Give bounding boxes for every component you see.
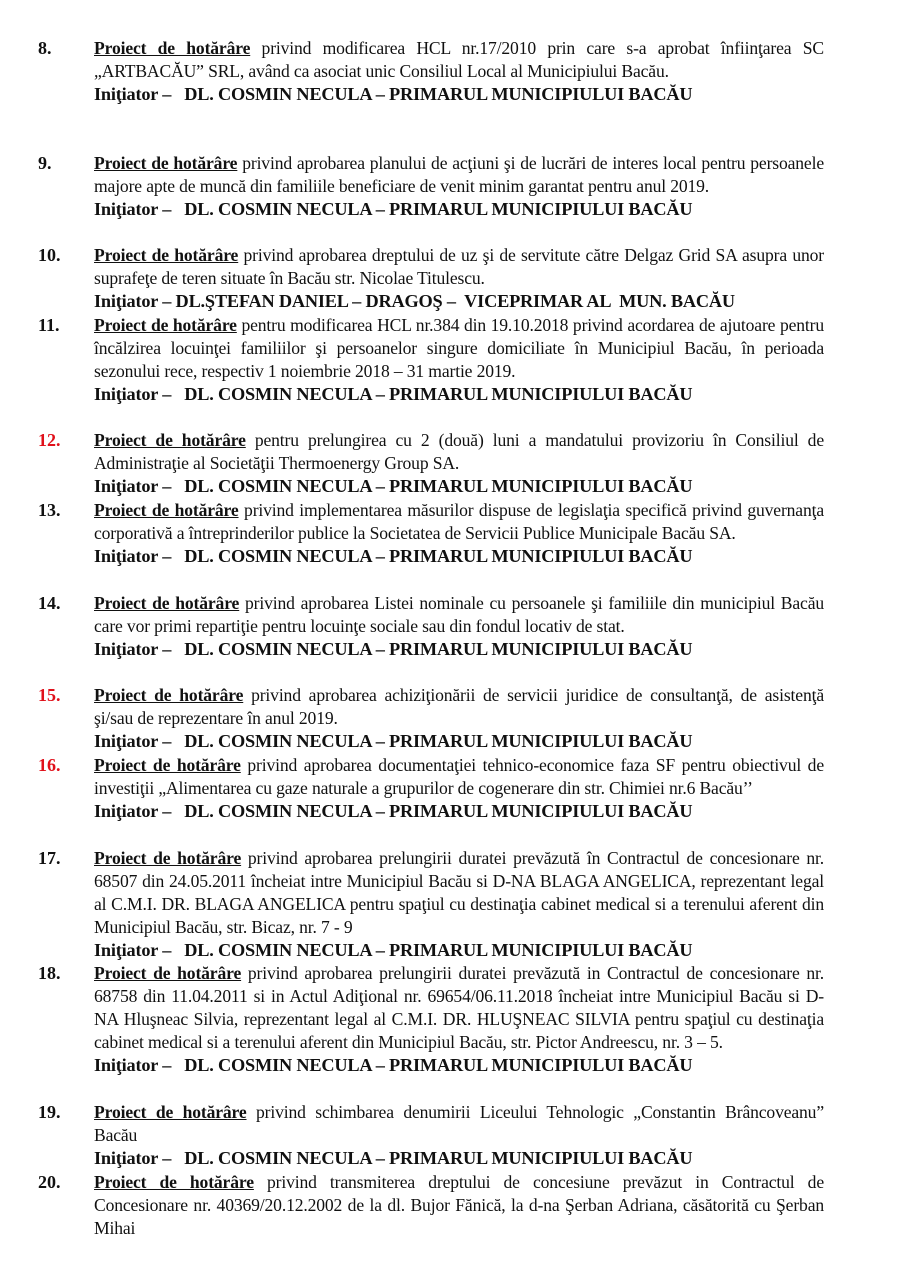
item-initiator: Iniţiator – DL. COSMIN NECULA – PRIMARUL MUNICIPIULUI BACĂU	[94, 1148, 693, 1168]
item-lead-label: Proiect de hotărâre	[94, 38, 251, 58]
item-text: privind aprobarea dreptului de uz şi de servitute către Delgaz Grid SA asupra unor suprafeţe de teren situate în Bacău str. Nicolae Titulescu.	[94, 245, 824, 288]
item-number: 19.	[38, 1102, 61, 1122]
item-lead-label: Proiect de hotărâre	[94, 315, 237, 335]
item-number: 20.	[38, 1172, 61, 1192]
item-lead-label: Proiect de hotărâre	[94, 1172, 254, 1192]
item-text: pentru prelungirea cu 2 (două) luni a mandatului provizoriu în Consiliul de Administraţie al Societăţii Thermoenergy Group SA.	[94, 430, 824, 473]
item-initiator: Iniţiator – DL. COSMIN NECULA – PRIMARUL MUNICIPIULUI BACĂU	[94, 940, 693, 960]
item-text: privind aprobarea Listei nominale cu persoanele şi familiile din municipiul Bacău care vor primi repartiţie pentru locuinţe sociale sau din fondul locativ de stat.	[94, 593, 825, 636]
item-number: 14.	[38, 593, 61, 613]
item-lead-label: Proiect de hotărâre	[94, 593, 240, 613]
item-number: 9.	[38, 153, 52, 173]
item-text: privind implementarea măsurilor dispuse de legislaţia specifică privind guvernanţa corporativă a întreprinderilor publice la Societatea de Servicii Publice Municipale Bacău SA.	[94, 500, 824, 543]
item-text: privind modificarea HCL nr.17/2010 prin care s-a aprobat înfiinţarea SC „ARTBACĂU” SRL, având ca asociat unic Consiliul Local al Municipiului Bacău.	[94, 38, 824, 81]
item-lead-label: Proiect de hotărâre	[94, 245, 239, 265]
item-number: 15.	[38, 685, 61, 705]
item-initiator: Iniţiator – DL. COSMIN NECULA – PRIMARUL MUNICIPIULUI BACĂU	[94, 476, 693, 496]
item-lead-label: Proiect de hotărâre	[94, 848, 242, 868]
item-text: privind aprobarea achiziţionării de servicii juridice de consultanţă, de asistenţă şi/sau de reprezentare în anul 2019.	[94, 685, 824, 728]
item-number: 8.	[38, 38, 52, 58]
item-text: privind aprobarea prelungirii duratei prevăzută in Contractul de concesionare nr. 68758 din 11.04.2011 si in Actul Adiţional nr. 69654/06.11.2018 încheiat intre Municipiul Bacău si D-NA Hluşneac Silvia, reprezentant legal al C.M.I. DR. HLUŞNEAC SILVIA pentru spaţiul cu destinaţia cabinet medical si a terenului aferent din Municipiul Bacău, str. Pictor Andreescu, nr. 3 – 5.	[94, 963, 824, 1052]
item-text: pentru modificarea HCL nr.384 din 19.10.2018 privind acordarea de ajutoare pentru încălzirea locuinţei familiilor şi persoanelor singure domiciliate în Municipiul Bacău, în perioada sezonului rece, respectiv 1 noiembrie 2018 – 31 martie 2019.	[94, 315, 824, 381]
item-initiator: Iniţiator – DL. COSMIN NECULA – PRIMARUL MUNICIPIULUI BACĂU	[94, 546, 693, 566]
item-lead-label: Proiect de hotărâre	[94, 430, 246, 450]
item-number: 12.	[38, 430, 61, 450]
item-lead-label: Proiect de hotărâre	[94, 1102, 247, 1122]
item-text: privind transmiterea dreptului de concesiune prevăzut in Contractul de Concesionare nr. 40369/20.12.2002 de la dl. Bujor Fănică, la d-na Şerban Adriana, căsătorită cu Şerban Mihai	[94, 1172, 824, 1238]
item-number: 16.	[38, 755, 61, 775]
item-number: 13.	[38, 500, 61, 520]
item-number: 10.	[38, 245, 61, 265]
item-text: privind schimbarea denumirii Liceului Tehnologic „Constantin Brâncoveanu” Bacău	[94, 1102, 824, 1145]
item-lead-label: Proiect de hotărâre	[94, 685, 244, 705]
item-lead-label: Proiect de hotărâre	[94, 963, 242, 983]
item-number: 18.	[38, 963, 61, 983]
item-initiator: Iniţiator – DL. COSMIN NECULA – PRIMARUL MUNICIPIULUI BACĂU	[94, 1055, 693, 1075]
item-text: privind aprobarea prelungirii duratei prevăzută în Contractul de concesionare nr. 68507 din 24.05.2011 încheiat intre Municipiul Bacău si D-NA BLAGA ANGELICA, reprezentant legal al C.M.I. DR. BLAGA ANGELICA pentru spaţiul cu destinaţia cabinet medical si a terenului aferent din Municipiul Bacău, str. Bicaz, nr. 7 - 9	[94, 848, 824, 937]
item-lead-label: Proiect de hotărâre	[94, 153, 238, 173]
item-initiator: Iniţiator – DL. COSMIN NECULA – PRIMARUL MUNICIPIULUI BACĂU	[94, 731, 693, 751]
item-initiator: Iniţiator – DL.ŞTEFAN DANIEL – DRAGOŞ – VICEPRIMAR AL MUN. BACĂU	[94, 291, 735, 311]
item-initiator: Iniţiator – DL. COSMIN NECULA – PRIMARUL MUNICIPIULUI BACĂU	[94, 84, 693, 104]
item-number: 11.	[38, 315, 60, 335]
item-initiator: Iniţiator – DL. COSMIN NECULA – PRIMARUL MUNICIPIULUI BACĂU	[94, 384, 693, 404]
item-text: privind aprobarea planului de acţiuni şi de lucrări de interes local pentru persoanele majore apte de muncă din familiile beneficiare de venit minim garantat pentru anul 2019.	[94, 153, 824, 196]
item-text: privind aprobarea documentaţiei tehnico-economice faza SF pentru obiectivul de investiţii „Alimentarea cu gaze naturale a grupurilor de cogenerare din str. Chimiei nr.6 Bacău’’	[94, 755, 824, 798]
item-number: 17.	[38, 848, 61, 868]
item-lead-label: Proiect de hotărâre	[94, 500, 239, 520]
item-initiator: Iniţiator – DL. COSMIN NECULA – PRIMARUL MUNICIPIULUI BACĂU	[94, 639, 693, 659]
item-initiator: Iniţiator – DL. COSMIN NECULA – PRIMARUL MUNICIPIULUI BACĂU	[94, 801, 693, 821]
item-lead-label: Proiect de hotărâre	[94, 755, 241, 775]
item-initiator: Iniţiator – DL. COSMIN NECULA – PRIMARUL MUNICIPIULUI BACĂU	[94, 199, 693, 219]
